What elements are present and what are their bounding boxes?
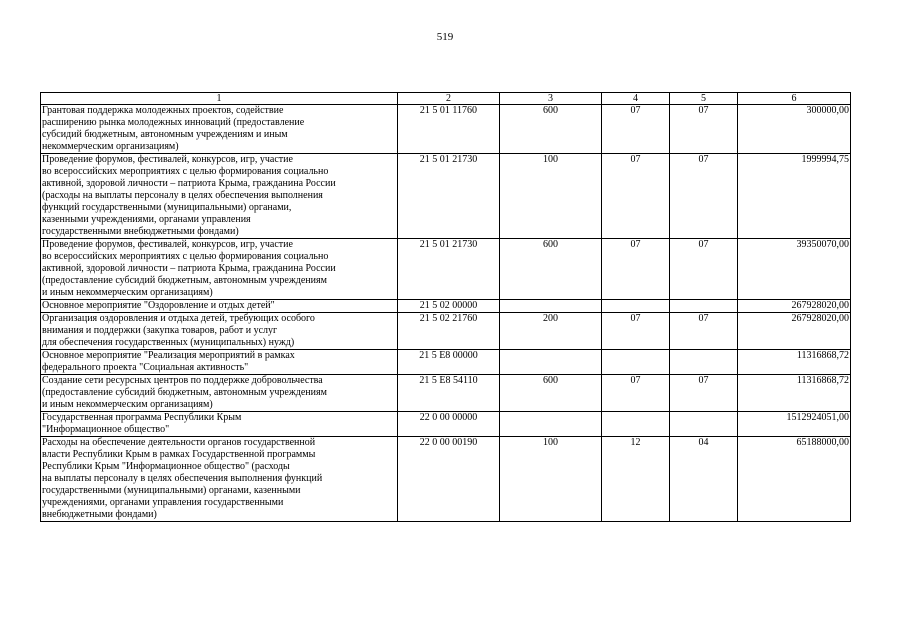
row-name: Проведение форумов, фестивалей, конкурсов, игр, участие во всероссийских мероприятиях с целью формирования социально активной, здоровой личности – патриота Крыма, гражданина России (предоставление субсидий бюджетным, автономным учреждениям и иным некоммерческим организациям) (41, 239, 398, 300)
row-subsection: 07 (670, 105, 738, 154)
row-amount: 267928020,00 (738, 313, 851, 350)
table-row (41, 375, 851, 412)
row-section: 07 (602, 105, 670, 154)
row-expense-type: 200 (500, 313, 602, 350)
row-expense-type: 100 (500, 154, 602, 239)
table-row (41, 105, 851, 154)
row-expense-type: 600 (500, 105, 602, 154)
row-subsection (670, 412, 738, 437)
row-name: Грантовая поддержка молодежных проектов, содействие расширению рынка молодежных инноваций (предоставление субсидий бюджетным, автономным учреждениям и иным некоммерческим организациям) (41, 105, 398, 154)
row-target-code: 21 5 E8 00000 (398, 350, 500, 375)
column-header-2: 2 (398, 93, 500, 105)
row-subsection: 07 (670, 313, 738, 350)
row-name: Создание сети ресурсных центров по поддержке добровольчества (предоставление субсидий бюджетным, автономным учреждениям и иным некоммерческим организациям) (41, 375, 398, 412)
row-name: Основное мероприятие "Реализация мероприятий в рамках федерального проекта "Социальная активность" (41, 350, 398, 375)
row-target-code: 21 5 02 00000 (398, 300, 500, 313)
budget-table (40, 92, 851, 522)
row-subsection (670, 350, 738, 375)
row-target-code: 22 0 00 00190 (398, 437, 500, 522)
table-row (41, 239, 851, 300)
table-row (41, 313, 851, 350)
row-section: 12 (602, 437, 670, 522)
row-name: Расходы на обеспечение деятельности органов государственной власти Республики Крым в рамках Государственной программы Республики Крым "Информационное общество" (расходы на выплаты персоналу в целях обеспечения выполнения функций государственными (муниципальными) органами, казенными учреждениями, органами управления государственными внебюджетными фондами) (41, 437, 398, 522)
column-header-6: 6 (738, 93, 851, 105)
row-expense-type (500, 300, 602, 313)
row-target-code: 21 5 02 21760 (398, 313, 500, 350)
row-subsection: 07 (670, 154, 738, 239)
row-section: 07 (602, 313, 670, 350)
table-row (41, 412, 851, 437)
page-number: 519 (436, 31, 454, 43)
row-amount: 39350070,00 (738, 239, 851, 300)
row-amount: 11316868,72 (738, 350, 851, 375)
row-subsection: 07 (670, 239, 738, 300)
row-section: 07 (602, 154, 670, 239)
row-expense-type: 100 (500, 437, 602, 522)
row-expense-type (500, 350, 602, 375)
row-name: Государственная программа Республики Крым "Информационное общество" (41, 412, 398, 437)
row-target-code: 21 5 01 21730 (398, 239, 500, 300)
row-subsection: 07 (670, 375, 738, 412)
column-header-5: 5 (670, 93, 738, 105)
table-row (41, 300, 851, 313)
row-target-code: 22 0 00 00000 (398, 412, 500, 437)
row-name: Основное мероприятие "Оздоровление и отдых детей" (41, 300, 398, 313)
row-section (602, 412, 670, 437)
row-name: Проведение форумов, фестивалей, конкурсов, игр, участие во всероссийских мероприятиях с целью формирования социально активной, здоровой личности – патриота Крыма, гражданина России (расходы на выплаты персоналу в целях обеспечения выполнения функций государственными (муниципальными) органами, казенными учреждениями, органами управления государственными внебюджетными фондами) (41, 154, 398, 239)
row-section: 07 (602, 375, 670, 412)
row-subsection (670, 300, 738, 313)
row-amount: 1999994,75 (738, 154, 851, 239)
row-subsection: 04 (670, 437, 738, 522)
column-header-4: 4 (602, 93, 670, 105)
row-target-code: 21 5 E8 54110 (398, 375, 500, 412)
row-amount: 300000,00 (738, 105, 851, 154)
row-section: 07 (602, 239, 670, 300)
row-amount: 65188000,00 (738, 437, 851, 522)
row-target-code: 21 5 01 11760 (398, 105, 500, 154)
row-section (602, 350, 670, 375)
row-amount: 11316868,72 (738, 375, 851, 412)
row-expense-type (500, 412, 602, 437)
table-row (41, 154, 851, 239)
column-header-1: 1 (41, 93, 398, 105)
row-target-code: 21 5 01 21730 (398, 154, 500, 239)
table-row (41, 350, 851, 375)
row-expense-type: 600 (500, 239, 602, 300)
row-name: Организация оздоровления и отдыха детей, требующих особого внимания и поддержки (закупка товаров, работ и услуг для обеспечения государственных (муниципальных) нужд) (41, 313, 398, 350)
row-section (602, 300, 670, 313)
row-amount: 267928020,00 (738, 300, 851, 313)
table-row (41, 437, 851, 522)
row-expense-type: 600 (500, 375, 602, 412)
column-header-3: 3 (500, 93, 602, 105)
table-header-row (41, 93, 851, 105)
row-amount: 1512924051,00 (738, 412, 851, 437)
